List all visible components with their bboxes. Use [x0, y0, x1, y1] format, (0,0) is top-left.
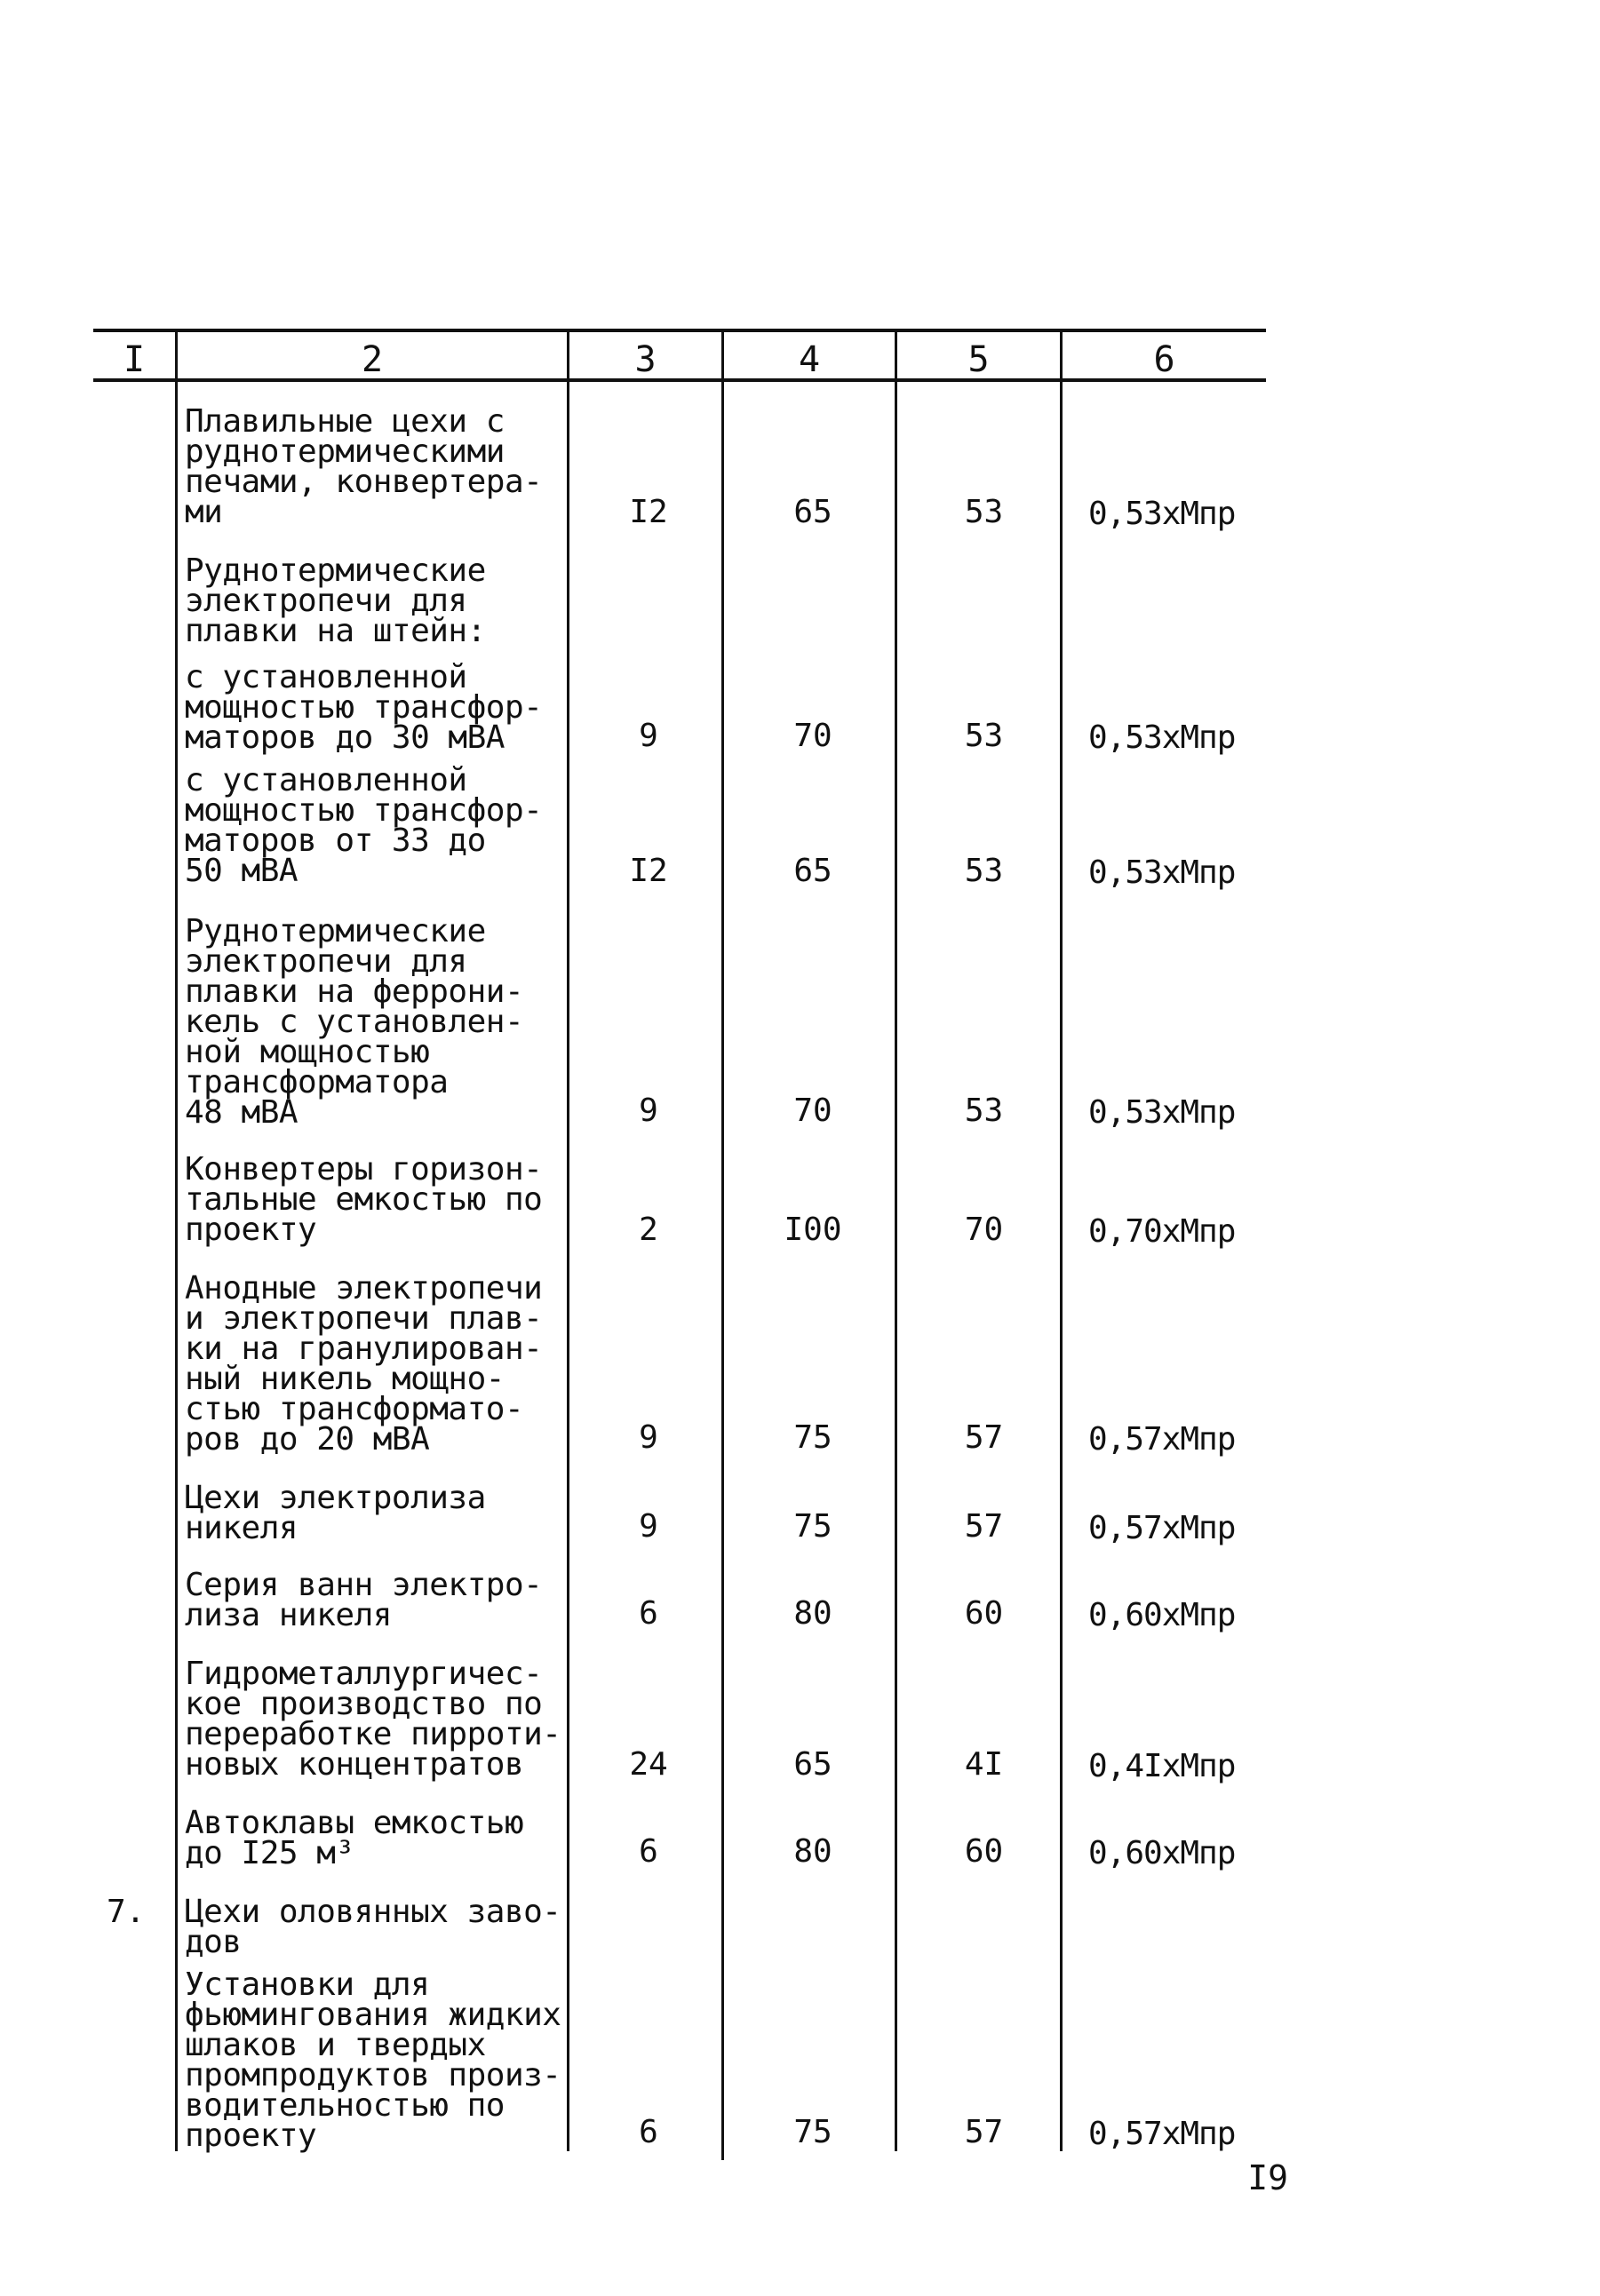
header-col-4: 4 — [798, 339, 821, 380]
row-col-3: I2 — [629, 494, 668, 530]
row-description: с установленной мощностью трансфор- маторов от 33 до 50 мВА — [185, 762, 543, 889]
row-col-6: 0,53хМпр — [1088, 496, 1236, 532]
row-col-3: 2 — [639, 1212, 658, 1248]
row-col-3: 9 — [639, 718, 658, 754]
row-col-5: 57 — [964, 1508, 1004, 1545]
header-col-3: 3 — [634, 339, 657, 380]
row-description: Автоклавы емкостью до I25 м³ — [185, 1805, 524, 1871]
row-description: Цехи электролиза никеля — [185, 1480, 486, 1546]
row-col-6: 0,53хМпр — [1088, 719, 1236, 756]
row-col-6: 0,60хМпр — [1088, 1597, 1236, 1633]
header-col-6: 6 — [1153, 339, 1175, 380]
row-col-6: 0,4IхМпр — [1088, 1748, 1236, 1784]
row-col-5: 53 — [964, 494, 1004, 530]
header-col-5: 5 — [967, 339, 990, 380]
row-col-4: 65 — [793, 494, 832, 530]
row-col-5: 60 — [964, 1595, 1004, 1632]
row-col-5: 57 — [964, 2114, 1004, 2150]
row-col-4: I00 — [784, 1212, 842, 1248]
row-col-5: 70 — [964, 1212, 1004, 1248]
row-col-6: 0,53хМпр — [1088, 1094, 1236, 1131]
row-col-6: 0,60хМпр — [1088, 1835, 1236, 1871]
row-col-4: 70 — [793, 718, 832, 754]
row-col-4: 65 — [793, 1746, 832, 1783]
row-col-3: 6 — [639, 1833, 658, 1870]
page-number: I9 — [1247, 2158, 1288, 2197]
col-divider-1 — [175, 330, 178, 2151]
row-col-6: 0,70хМпр — [1088, 1213, 1236, 1250]
row-description: Установки для фьюмингования жидких шлаков и твердых промпродуктов произ- водительностью по проекту — [185, 1966, 561, 2154]
row-col-4: 75 — [793, 1508, 832, 1545]
row-description: Гидрометаллургичес- кое производство по переработке пирроти- новых концентратов — [185, 1656, 561, 1783]
row-description: Конвертеры горизон- тальные емкостью по проекту — [185, 1151, 543, 1248]
row-col-4: 75 — [793, 2114, 832, 2150]
section-number: 7. — [107, 1894, 146, 1930]
row-col-4: 70 — [793, 1092, 832, 1129]
row-col-4: 75 — [793, 1419, 832, 1456]
row-col-3: 9 — [639, 1092, 658, 1129]
row-col-3: 24 — [629, 1746, 668, 1783]
row-col-3: 9 — [639, 1419, 658, 1456]
row-col-5: 4I — [964, 1746, 1004, 1783]
row-col-4: 80 — [793, 1833, 832, 1870]
row-col-5: 53 — [964, 718, 1004, 754]
row-col-3: 6 — [639, 1595, 658, 1632]
row-col-5: 53 — [964, 1092, 1004, 1129]
row-description: Серия ванн электро- лиза никеля — [185, 1567, 543, 1633]
row-col-4: 65 — [793, 853, 832, 889]
header-col-1: I — [123, 339, 146, 380]
row-description: Анодные электропечи и электропечи плав- ки на гранулирован- ный никель мощно- стью трансформато- ров до 20 мВА — [185, 1270, 543, 1458]
row-col-3: 9 — [639, 1508, 658, 1545]
row-col-6: 0,57хМпр — [1088, 2116, 1236, 2152]
row-col-4: 80 — [793, 1595, 832, 1632]
row-description: с установленной мощностью трансфор- маторов до 30 мВА — [185, 659, 543, 756]
table-top-rule — [93, 329, 1266, 332]
row-col-3: I2 — [629, 853, 668, 889]
row-col-3: 6 — [639, 2114, 658, 2150]
row-col-5: 57 — [964, 1419, 1004, 1456]
col-divider-3 — [721, 330, 724, 2160]
header-col-2: 2 — [361, 339, 384, 380]
row-description: Плавильные цехи с руднотермическими печами, конвертера- ми — [185, 403, 543, 530]
row-description: Руднотермические электропечи для плавки на штейн: — [185, 552, 486, 649]
section-heading: Цехи оловянных заво- дов — [185, 1894, 561, 1960]
row-col-6: 0,53хМпр — [1088, 854, 1236, 891]
row-description: Руднотермические электропечи для плавки на феррони- кель с установлен- ной мощностью трансформатора 48 мВА — [185, 913, 524, 1131]
row-col-6: 0,57хМпр — [1088, 1421, 1236, 1458]
row-col-5: 53 — [964, 853, 1004, 889]
row-col-5: 60 — [964, 1833, 1004, 1870]
row-col-6: 0,57хМпр — [1088, 1510, 1236, 1546]
